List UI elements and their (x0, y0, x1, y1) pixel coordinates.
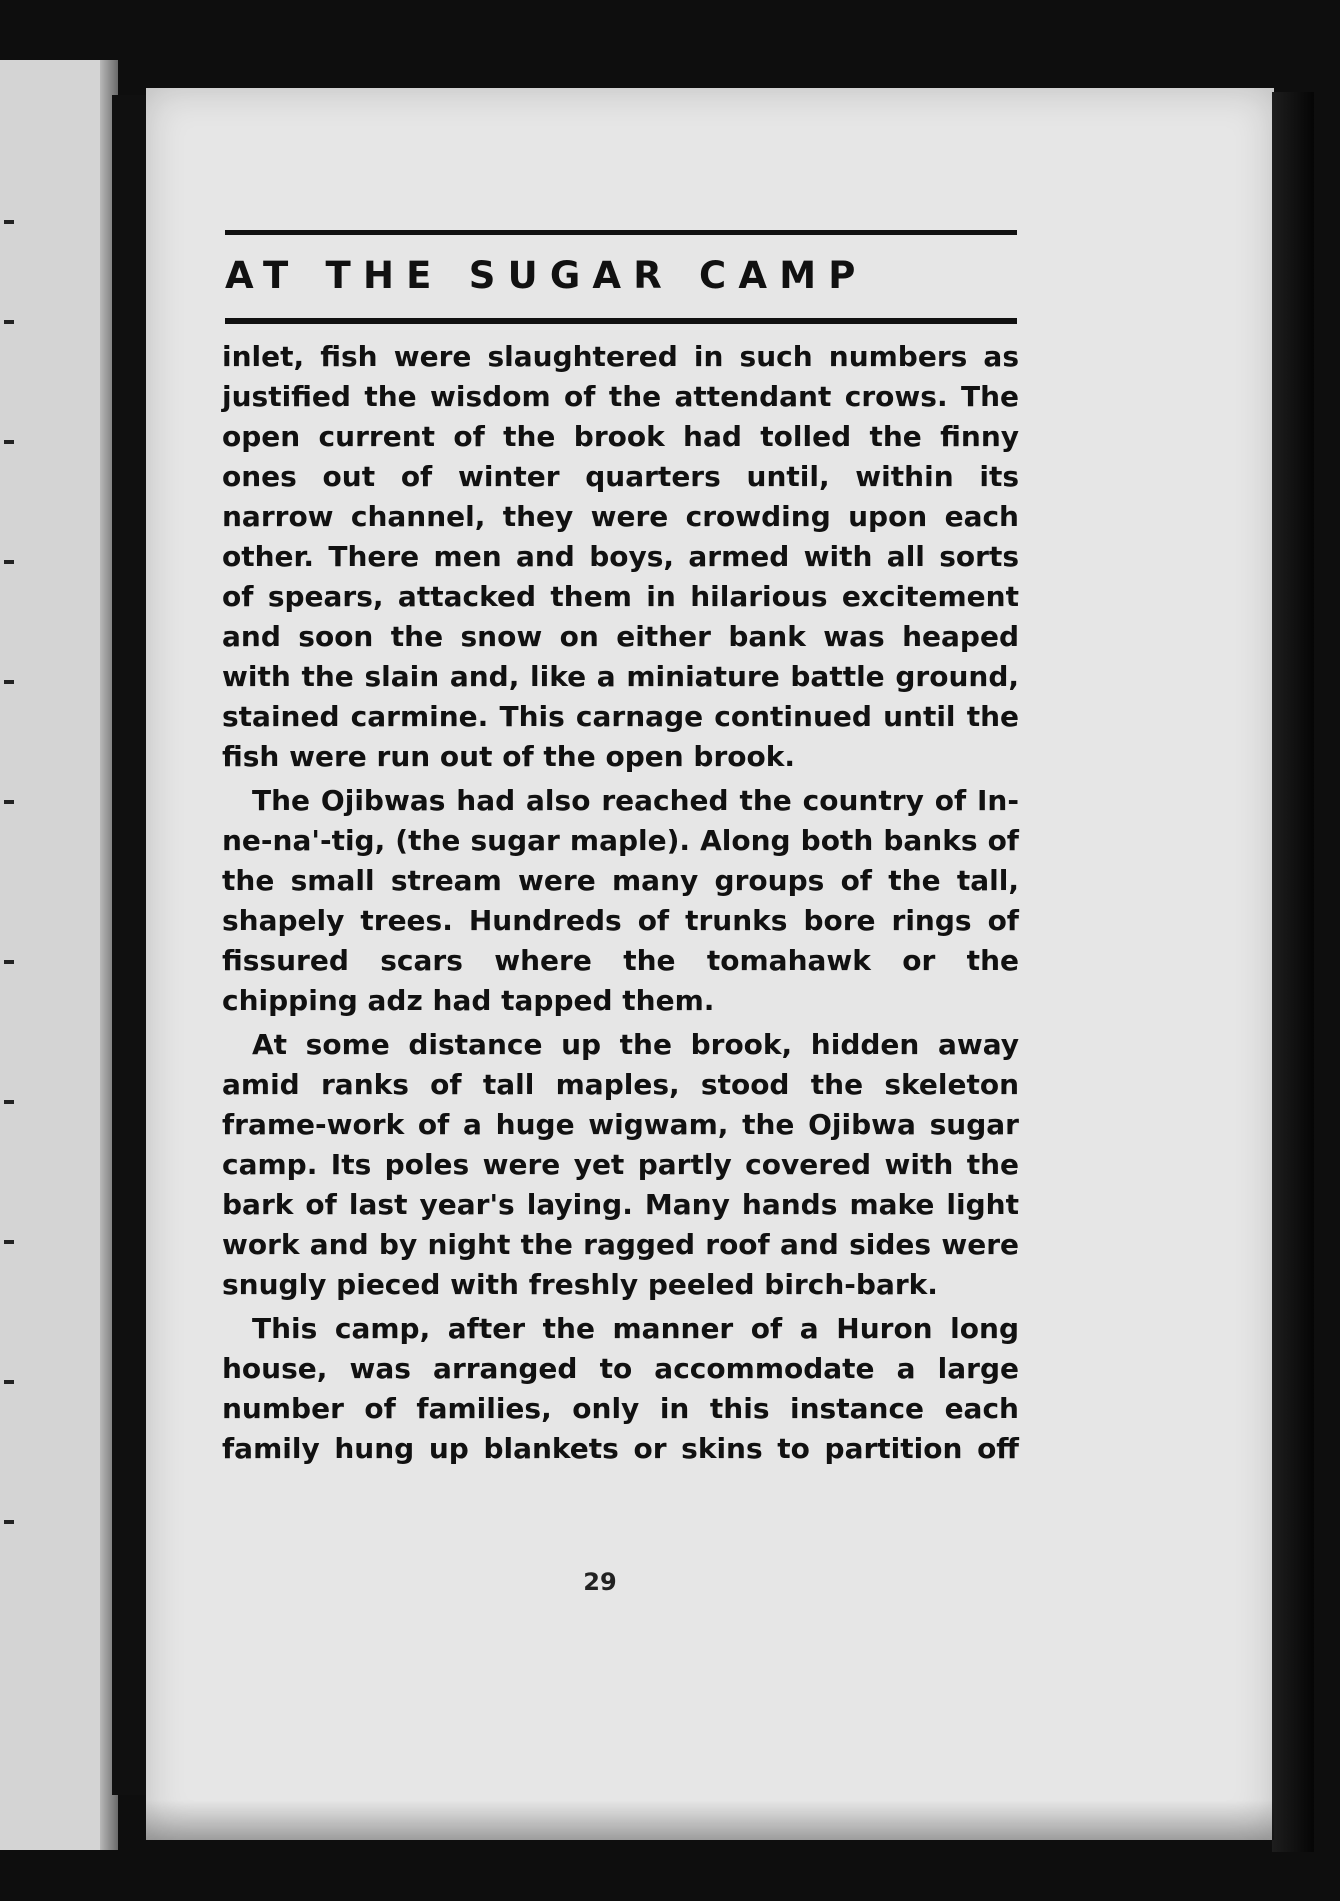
paragraph-4: This camp, after the manner of a Huron long house, was arranged to accommodate a large number of families, only in this instance each family hung up blankets or skins to partition off (222, 1312, 1019, 1465)
facing-page-text-fragment (4, 960, 14, 964)
book-gutter (112, 95, 148, 1795)
facing-page-text-fragment (4, 1380, 14, 1384)
header-rule-bottom (225, 318, 1017, 324)
facing-page-text-fragment (4, 800, 14, 804)
page-stack-edge (1272, 92, 1314, 1852)
running-head: AT THE SUGAR CAMP (225, 254, 868, 297)
facing-page-text-fragment (4, 440, 14, 444)
body-text (222, 337, 1019, 1469)
header-rule-top (225, 230, 1017, 235)
paragraph-1: inlet, fish were slaughtered in such numbers as justified the wisdom of the attendant crows. The open current of the brook had tolled the finny ones out of winter quarters until, within its narrow channel, they were crowding upon each other. There men and boys, armed with all sorts of spears, attacked them in hilarious excitement and soon the snow on either bank was heaped with the slain and, like a miniature battle ground, stained carmine. This carnage continued until the fish were run out of the open brook. (222, 340, 1019, 773)
facing-page-text-fragment (4, 320, 14, 324)
facing-page-text-fragment (4, 220, 14, 224)
paragraph-2: The Ojibwas had also reached the country of In-ne-na'-tig, (the sugar maple). Along both banks of the small stream were many groups of the tall, shapely trees. Hundreds of trunks bore rings of fissured scars where the tomahawk or the chipping adz had tapped them. (222, 784, 1019, 1017)
page-number: 29 (583, 1568, 617, 1596)
page-bottom-shadow (146, 1800, 1274, 1840)
facing-page-text-fragment (4, 1240, 14, 1244)
facing-page-text-fragment (4, 680, 14, 684)
facing-page-edge (0, 60, 118, 1850)
facing-page-text-fragment (4, 1520, 14, 1524)
facing-page-text-fragment (4, 560, 14, 564)
paragraph-3: At some distance up the brook, hidden away amid ranks of tall maples, stood the skeleton frame-work of a huge wigwam, the Ojibwa sugar camp. Its poles were yet partly covered with the bark of last year's laying. Many hands make light work and by night the ragged roof and sides were snugly pieced with freshly peeled birch-bark. (222, 1028, 1019, 1301)
facing-page-text-fragment (4, 1100, 14, 1104)
